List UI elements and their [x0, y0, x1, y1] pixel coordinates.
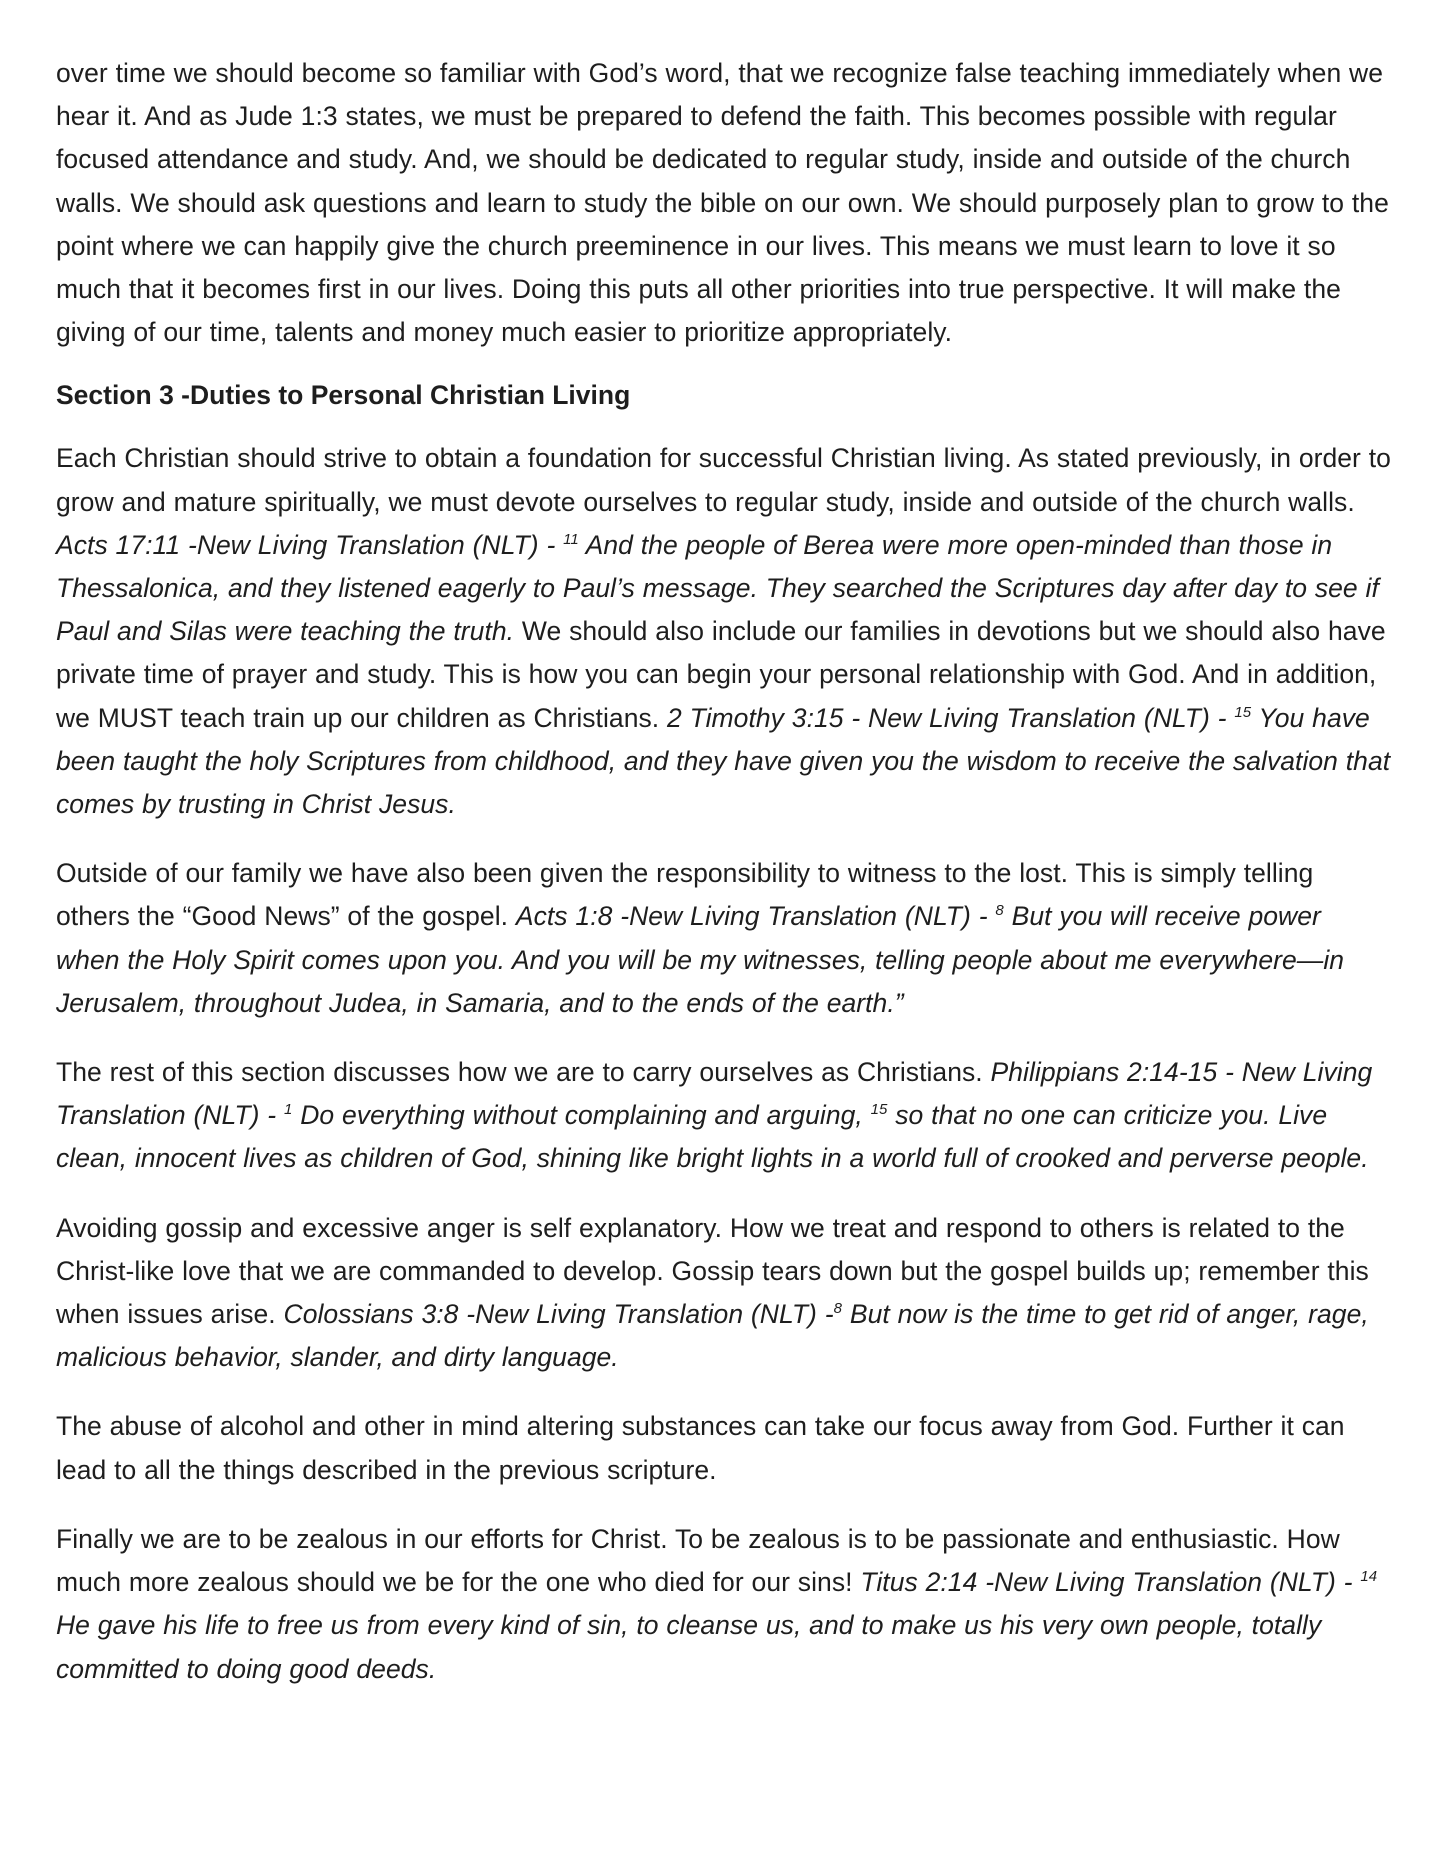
verse-number: 15	[870, 1101, 888, 1119]
document-page	[56, 52, 1391, 1691]
verse-number: 15	[1234, 703, 1252, 721]
paragraph-foundation	[56, 437, 1391, 826]
body-text: We should also include our families in devotions but we should also have private time of prayer and study. This is how you can begin your personal relationship with God. And in addition, we MUST teach train up our children as Christians.	[56, 616, 1386, 733]
paragraph-substances	[56, 1405, 1391, 1491]
scripture-reference: 2 Timothy 3:15 - New Living Translation (NLT) -	[667, 702, 1235, 733]
scripture-quote: But you will receive power when the Holy Spirit comes upon you. And you will be my witnesses, telling people about me everywhere—in Jerusalem, throughout Judea, in Samaria, and to the ends of the earth.”	[56, 901, 1345, 1018]
body-text: Finally we are to be zealous in our efforts for Christ. To be zealous is to be passionate and enthusiastic. How much more zealous should we be for the one who died for our sins!	[56, 1523, 1340, 1598]
paragraph-witness	[56, 852, 1391, 1025]
paragraph-gossip	[56, 1207, 1391, 1380]
verse-number: 8	[995, 902, 1004, 920]
scripture-reference: Acts 17:11 -New Living Translation (NLT) -	[56, 529, 564, 560]
body-text: The rest of this section discusses how we are to carry ourselves as Christians.	[56, 1057, 991, 1088]
verse-number: 8	[833, 1300, 843, 1318]
scripture-reference: Colossians 3:8 -New Living Translation (NLT) -	[283, 1299, 834, 1330]
intro-paragraph: over time we should become so familiar with God’s word, that we recognize false teaching immediately when we hear it. And as Jude 1:3 states, we must be prepared to defend the faith. This becomes possible with regular focused attendance and study. And, we should be dedicated to regular study, inside and outside of the church walls. We should ask questions and learn to study the bible on our own. We should purposely plan to grow to the point where we can happily give the church preeminence in our lives. This means we must learn to love it so much that it becomes first in our lives. Doing this puts all other priorities into true perspective. It will make the giving of our time, talents and money much easier to prioritize appropriately.	[56, 58, 1389, 348]
body-text: Each Christian should strive to obtain a foundation for successful Christian living. As stated previously, in order to grow and mature spiritually, we must devote ourselves to regular study, inside and outside of the church walls.	[56, 443, 1391, 517]
section-heading: Section 3 -Duties to Personal Christian Living	[56, 380, 631, 411]
scripture-reference: Titus 2:14 -New Living Translation (NLT) -	[860, 1567, 1361, 1598]
paragraph-zeal	[56, 1518, 1391, 1691]
scripture-quote: And the people of Berea were more open-minded than those in Thessalonica, and they listened eagerly to Paul’s message. They searched the Scriptures day after day to see if Paul and Silas were teaching the truth.	[56, 529, 1379, 647]
body-text: The abuse of alcohol and other in mind altering substances can take our focus away from God. Further it can lead to all the things described in the previous scripture.	[56, 1411, 1345, 1485]
verse-number: 14	[1360, 1568, 1378, 1586]
paragraph-conduct	[56, 1051, 1391, 1181]
scripture-quote: But now is the time to get rid of anger, rage, malicious behavior, slander, and dirty language.	[56, 1299, 1369, 1373]
scripture-reference: Acts 1:8 -New Living Translation (NLT) -	[515, 901, 996, 932]
scripture-quote: You have been taught the holy Scriptures from childhood, and they have given you the wisdom to receive the salvation that comes by trusting in Christ Jesus.	[56, 702, 1391, 820]
body-text: Avoiding gossip and excessive anger is self explanatory. How we treat and respond to others is related to the Christ-like love that we are commanded to develop. Gossip tears down but the gospel builds up; remember this when issues arise.	[56, 1212, 1369, 1330]
scripture-quote: He gave his life to free us from every kind of sin, to cleanse us, and to make us his very own people, totally committed to doing good deeds.	[56, 1610, 1322, 1684]
scripture-reference: Philippians 2:14-15 - New Living Translation (NLT) -	[56, 1057, 1373, 1131]
verse-number: 1	[283, 1101, 293, 1119]
body-text: Outside of our family we have also been given the responsibility to witness to the lost. This is simply telling others the “Good News” of the gospel.	[56, 858, 1314, 932]
verse-number: 11	[563, 531, 579, 548]
scripture-quote: so that no one can criticize you. Live clean, innocent lives as children of God, shining like bright lights in a world full of crooked and perverse people.	[56, 1100, 1369, 1174]
scripture-quote: Do everything without complaining and arguing,	[292, 1100, 871, 1131]
